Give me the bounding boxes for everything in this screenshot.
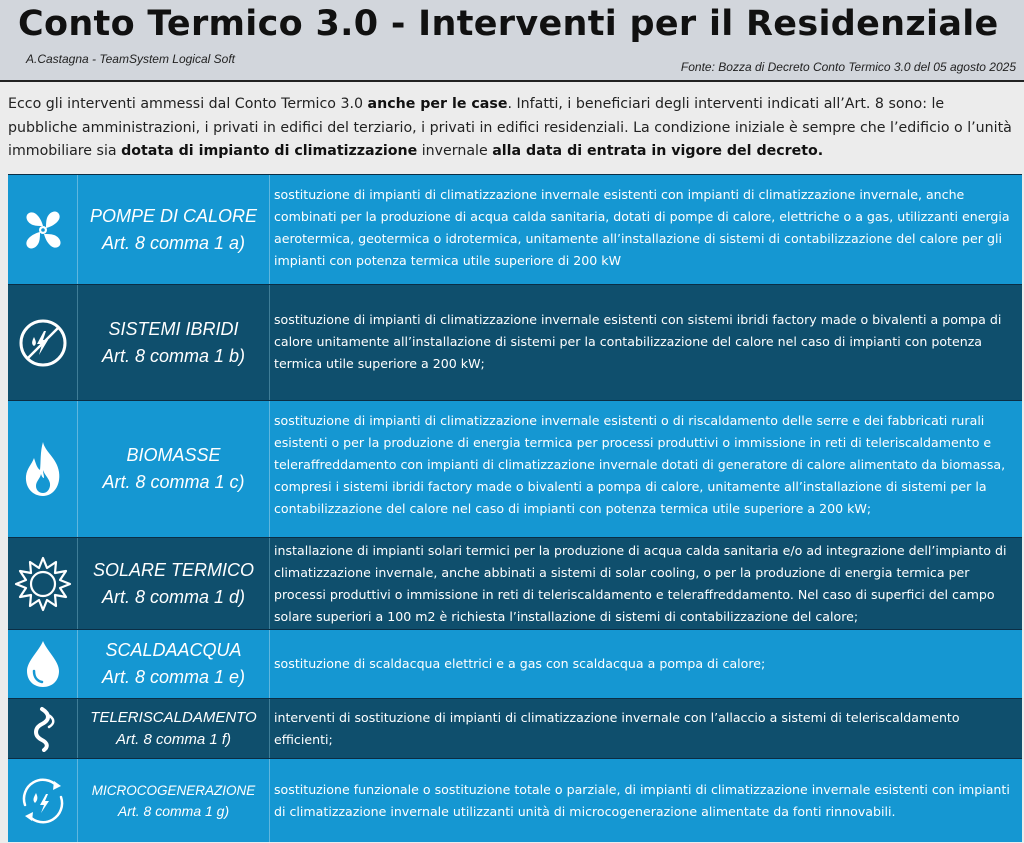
icon-cell: [8, 175, 78, 284]
header: [0, 0, 1024, 82]
intervention-name: BIOMASSE: [126, 445, 221, 465]
author-credit: A.Castagna - TeamSystem Logical Soft: [26, 52, 235, 66]
label-cell: [78, 175, 270, 284]
intervention-description: sostituzione funzionale o sostituzione totale o parziale, di impianti di climatizzazione invernale esistenti con impianti di climatizzazione invernale utilizzanti unità di microcogenerazione alimentate da fonti rinnovabili.: [274, 781, 1010, 819]
intro-paragraph: [8, 93, 1013, 164]
article-reference: Art. 8 comma 1 g): [117, 802, 230, 819]
intervention-name: MICROCOGENERAZIONE: [91, 782, 256, 798]
cogeneration-icon: [17, 775, 69, 827]
interventions-table: [8, 174, 1022, 842]
icon-cell: [8, 759, 78, 842]
intro-text-3: invernale: [417, 143, 493, 159]
intro-bold-3: alla data di entrata in vigore del decreto.: [492, 143, 824, 159]
table-row: [8, 698, 1022, 758]
intervention-description: sostituzione di scaldacqua elettrici e a gas con scaldacqua a pompa di calore;: [274, 656, 766, 671]
table-row: [8, 174, 1022, 284]
water-drop-icon: [23, 639, 63, 689]
table-row: [8, 400, 1022, 537]
table-row: [8, 629, 1022, 698]
page-title: Conto Termico 3.0 - Interventi per il Residenziale: [18, 4, 999, 44]
label-cell: [78, 630, 270, 698]
intervention-description: installazione di impianti solari termici per la produzione di acqua calda sanitaria e/o ad integrazione dell’impianto di climatizzazione invernale, anche abbinati a sistemi di solar cooling, o per la produzione di energia termica per processi produttivi o immissione in reti di teleriscaldamento e teleraffreddamento. Nel caso di superfici del campo solare superiori a 100 m2 è richiesta l’installazione di sistemi di contabilizzazione del calore;: [274, 543, 1007, 624]
label-cell: [78, 285, 270, 400]
intro-text-1: Ecco gli interventi ammessi dal Conto Termico 3.0: [8, 96, 368, 112]
article-reference: Art. 8 comma 1 f): [115, 730, 232, 748]
icon-cell: [8, 538, 78, 629]
article-reference: Art. 8 comma 1 b): [101, 345, 246, 366]
intervention-description: interventi di sostituzione di impianti di climatizzazione invernale con l’allaccio a sistemi di teleriscaldamento efficienti;: [274, 709, 960, 747]
intervention-name: SOLARE TERMICO: [92, 559, 255, 580]
label-cell: [78, 759, 270, 842]
table-row: [8, 284, 1022, 400]
article-reference: Art. 8 comma 1 a): [101, 232, 246, 253]
article-reference: Art. 8 comma 1 c): [102, 472, 245, 492]
intro-bold-1: anche per le case: [367, 96, 508, 112]
hybrid-energy-icon: [17, 317, 69, 369]
intro-text-2: . Infatti, i beneficiari degli interventi indicati all’Art. 8 sono: le pubbliche amministrazioni, i privati in edifici del terziario, i privati in edifici residenziali. La condizione iniziale è sempre che l’edificio o l’unità immobiliare sia: [8, 96, 1012, 159]
intro-bold-2: dotata di impianto di climatizzazione: [121, 143, 418, 159]
table-row: [8, 758, 1022, 842]
flame-icon: [21, 440, 65, 498]
steam-icon: [28, 706, 58, 752]
article-reference: Art. 8 comma 1 d): [101, 586, 246, 607]
intervention-description: sostituzione di impianti di climatizzazione invernale esistenti con impianti di climatizzazione invernale, anche combinati per la produzione di acqua calda sanitaria, dotati di pompe di calore, elettriche o a gas, utilizzanti energia aerotermica, geotermica o idrotermica, unitamente all’installazione di sistemi di contabilizzazione del calore per gli impianti con potenza termica utile superiore di 200 kW: [274, 187, 1010, 268]
intervention-name: POMPE DI CALORE: [89, 205, 258, 226]
label-cell: [78, 699, 270, 758]
intervention-name: SISTEMI IBRIDI: [108, 318, 239, 339]
article-reference: Art. 8 comma 1 e): [101, 667, 246, 687]
icon-cell: [8, 285, 78, 400]
icon-cell: [8, 699, 78, 758]
source-note: Fonte: Bozza di Decreto Conto Termico 3.0 del 05 agosto 2025: [680, 60, 1016, 74]
table-row: [8, 537, 1022, 629]
intervention-description: sostituzione di impianti di climatizzazione invernale esistenti con sistemi ibridi factory made o bivalenti a pompa di calore unitamente all’installazione di sistemi per la contabilizzazione del calore nel caso di impianti con potenza termica utile superiore a 200 kW;: [274, 312, 1002, 371]
intervention-description: sostituzione di impianti di climatizzazione invernale esistenti o di riscaldamento delle serre e dei fabbricati rurali esistenti o per la produzione di energia termica per processi produttivi o immissione in reti di teleriscaldamento e teleraffreddamento con impianti di climatizzazione invernale dotati di generatore di calore alimentato da biomassa, compresi i sistemi ibridi factory made o bivalenti a pompa di calore, unitamente all’installazione di sistemi per la contabilizzazione del calore nel caso di impianti con potenza termica utile superiore a 200 kW;: [274, 413, 1006, 516]
label-cell: [78, 538, 270, 629]
sun-icon: [14, 555, 72, 613]
icon-cell: [8, 401, 78, 537]
icon-cell: [8, 630, 78, 698]
label-cell: [78, 401, 270, 537]
fan-icon: [17, 204, 69, 256]
intervention-name: TELERISCALDAMENTO: [90, 708, 257, 726]
intervention-name: SCALDAACQUA: [105, 640, 242, 660]
